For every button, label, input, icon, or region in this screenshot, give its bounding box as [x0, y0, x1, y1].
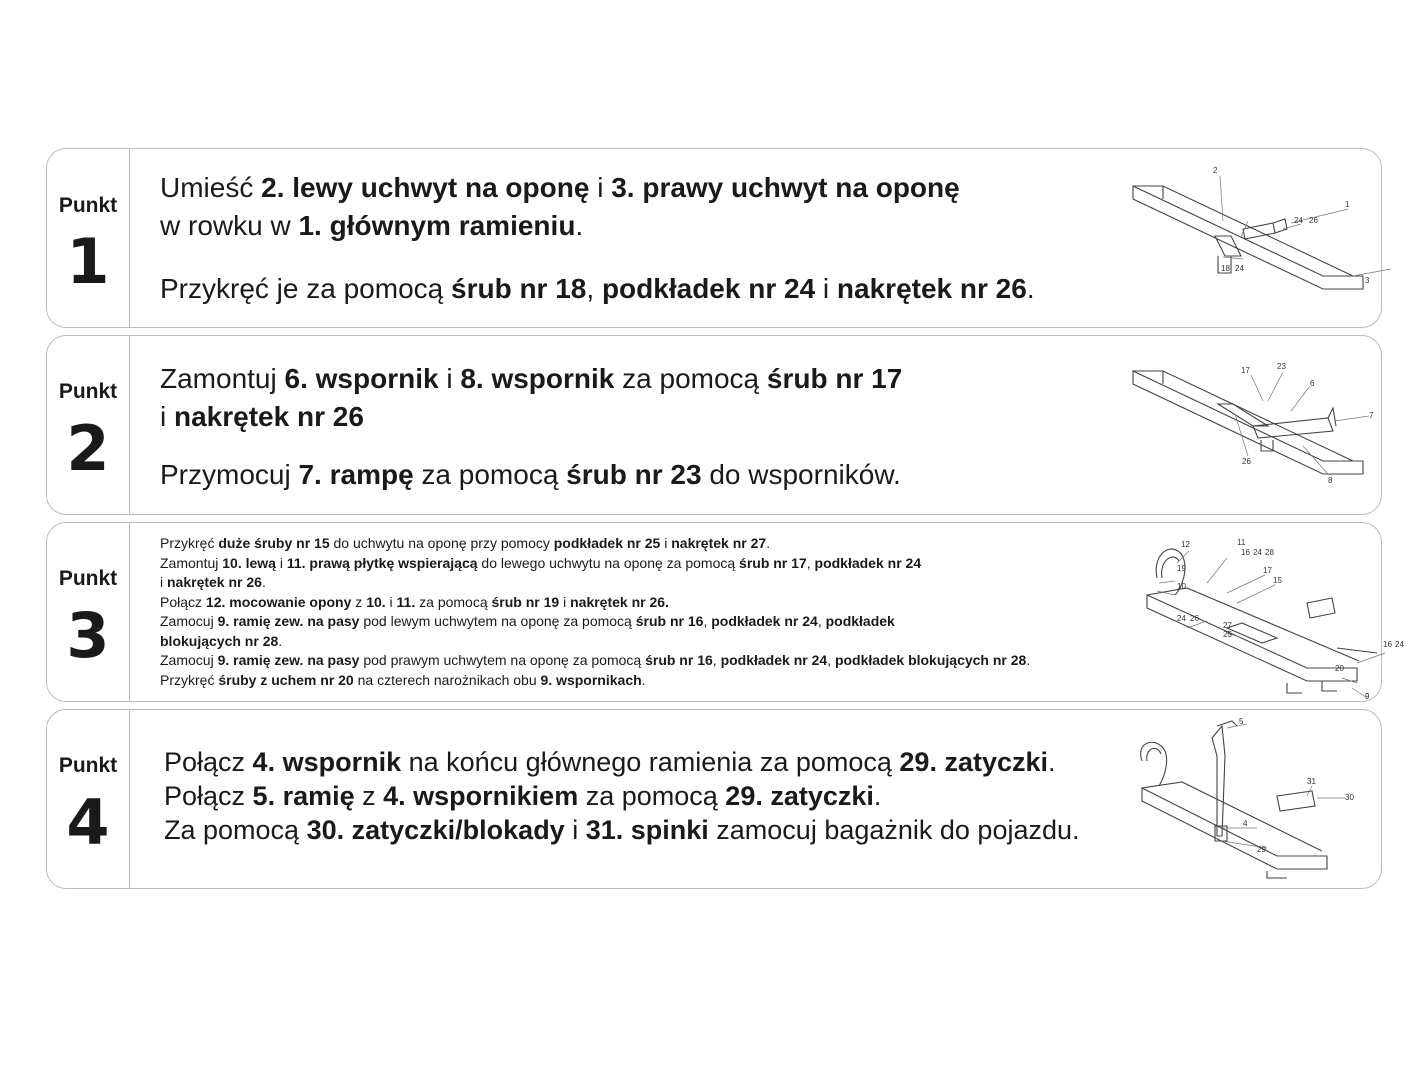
text: .: [261, 574, 266, 590]
bold-text: 11.: [396, 593, 416, 610]
bold-text: podkładek nr 24: [711, 613, 818, 629]
diagram-label: 29: [1257, 845, 1266, 854]
text: za pomocą: [614, 363, 767, 394]
text: Umieść: [160, 172, 262, 203]
diagram-label: 24: [1177, 614, 1186, 623]
bold-text: nakrętek nr 26: [174, 401, 364, 432]
bold-text: nakrętek nr 27: [671, 535, 767, 551]
step-3-line-2: [160, 554, 921, 574]
bold-text: nakrętek nr 26: [167, 574, 262, 590]
step-4-diagram: [1127, 716, 1377, 886]
diagram-label: 25: [1223, 630, 1232, 639]
text: .: [278, 632, 283, 649]
diagram-label: 26: [1309, 216, 1318, 225]
step-2-line-1: [160, 360, 902, 397]
text: zamocuj bagażnik do pojazdu.: [708, 815, 1080, 845]
diagram-label: 24: [1294, 216, 1303, 225]
text: do wsporników.: [701, 459, 901, 490]
text: Za pomocą: [164, 815, 307, 845]
diagram-label: 24: [1395, 640, 1404, 649]
diagram-label: 17: [1241, 366, 1250, 375]
bold-text: śrub nr 17: [739, 554, 807, 571]
text: i: [564, 815, 586, 845]
step-1-line-2: [160, 207, 583, 244]
text: Przykręć: [160, 671, 219, 688]
text: ,: [806, 554, 815, 571]
bold-text: 30. zatyczki/blokady: [306, 815, 565, 845]
diagram-label: 24: [1253, 548, 1262, 557]
text: i: [660, 535, 672, 551]
step-3-line-4: [160, 593, 669, 613]
diagram-label: 24: [1235, 264, 1244, 273]
text: .: [641, 671, 646, 688]
step-number: 2: [66, 412, 110, 485]
bold-text: 8. wspornik: [460, 363, 615, 394]
diagram-label: 16: [1241, 548, 1250, 557]
text: do lewego uchwytu na oponę za pomocą: [477, 554, 740, 571]
step-1-label: [47, 149, 130, 327]
step-4-line-3: [164, 813, 1080, 847]
step-2-line-2: [160, 398, 364, 435]
diagram-label: 10: [1177, 582, 1186, 591]
diagram-label: 20: [1335, 664, 1344, 673]
step-3-line-7: [160, 651, 1030, 671]
diagram-label: 9: [1365, 692, 1370, 701]
bold-text: nakrętek nr 26: [836, 273, 1027, 304]
text: w rowku w: [160, 210, 299, 241]
step-3-line-8: [160, 671, 646, 691]
text: i: [160, 401, 174, 432]
diagram-label: 11: [1237, 538, 1246, 547]
text: ,: [827, 652, 835, 668]
step-word: Punkt: [58, 567, 118, 590]
diagram-label: 12: [1181, 540, 1190, 549]
step-2-line-3: [160, 456, 901, 493]
diagram-label: 2: [1213, 166, 1218, 175]
text: Zamocuj: [160, 652, 218, 668]
bold-text: śrub nr 19: [491, 593, 560, 610]
diagram-label: 4: [1243, 819, 1248, 828]
step-3-diagram: [1127, 533, 1404, 701]
step-3-line-6: [160, 632, 282, 652]
step-3-line-3: [160, 573, 266, 593]
bold-text: podkładek nr 24: [720, 652, 828, 668]
bold-text: 7. rampę: [298, 459, 414, 490]
bold-text: 31. spinki: [585, 815, 709, 845]
step-4-label: [47, 710, 130, 888]
bold-text: 2. lewy uchwyt na oponę: [261, 172, 590, 203]
diagram-label: 23: [1277, 362, 1286, 371]
text: .: [766, 535, 771, 551]
bold-text: podkładek blokujących nr 28: [834, 652, 1027, 668]
text: Zamocuj: [160, 613, 218, 629]
bold-text: śrub nr 16: [635, 613, 704, 629]
text: Zamontuj: [160, 554, 223, 571]
step-1: [46, 148, 1382, 328]
text: za pomocą: [578, 781, 726, 811]
diagram-label: 3: [1365, 276, 1370, 285]
bold-text: 10.: [366, 593, 386, 610]
diagram-label: 27: [1223, 621, 1232, 630]
bold-text: 29. zatyczki: [899, 747, 1048, 777]
bold-text: śruby z uchem nr 20: [218, 671, 354, 688]
step-2-diagram: [1123, 356, 1373, 496]
text: .: [1026, 652, 1031, 668]
text: za pomocą: [413, 459, 567, 490]
text: Przykręć je za pomocą: [160, 273, 451, 304]
text: ,: [703, 613, 712, 629]
text: na czterech narożnikach obu: [353, 671, 541, 688]
text: z: [354, 781, 384, 811]
bold-text: 3. prawy uchwyt na oponę: [611, 172, 960, 203]
bold-text: 5. ramię: [252, 781, 355, 811]
diagram-label: 17: [1263, 566, 1272, 575]
diagram-label: 16: [1383, 640, 1392, 649]
text: ,: [586, 273, 602, 304]
bold-text: blokujących nr 28: [160, 632, 279, 649]
bold-text: podkładek nr 24: [601, 273, 816, 304]
bold-text: 29. zatyczki: [725, 781, 874, 811]
text: pod prawym uchwytem na oponę za pomocą: [359, 652, 646, 668]
step-1-diagram: [1123, 161, 1373, 311]
text: i: [815, 273, 837, 304]
text: .: [873, 781, 882, 811]
text: i: [275, 554, 287, 571]
step-number: 3: [66, 599, 110, 672]
diagram-label: 18: [1221, 264, 1230, 273]
diagram-label: 26: [1190, 614, 1199, 623]
diagram-label: 6: [1310, 379, 1315, 388]
step-3-label: [47, 523, 130, 701]
text: Przykręć: [160, 535, 219, 551]
bold-text: 1. głównym ramieniu: [298, 210, 576, 241]
step-3: [46, 522, 1404, 702]
diagram-label: 28: [1265, 548, 1274, 557]
text: .: [1048, 747, 1056, 777]
step-2-label: [47, 336, 130, 514]
text: i: [160, 574, 167, 590]
diagram-label: 15: [1273, 576, 1282, 585]
step-1-line-3: [160, 270, 1035, 307]
diagram-label: 5: [1239, 717, 1244, 726]
step-1-line-1: [160, 169, 960, 206]
bold-text: 9. ramię zew. na pasy: [217, 652, 360, 668]
bold-text: nakrętek nr 26.: [570, 593, 669, 610]
bold-text: 6. wspornik: [284, 363, 439, 394]
bold-text: śrub nr 18: [451, 273, 587, 304]
text: z: [351, 593, 367, 610]
diagram-label: 1: [1345, 200, 1350, 209]
bold-text: 9. ramię zew. na pasy: [217, 613, 360, 629]
text: Połącz: [160, 593, 206, 610]
step-4-line-2: [164, 779, 881, 813]
step-number: 1: [66, 225, 110, 298]
bold-text: 4. wspornik: [252, 747, 402, 777]
bold-text: śrub nr 23: [566, 459, 702, 490]
bold-text: 9. wspornikach: [540, 671, 642, 688]
bold-text: 12. mocowanie opony: [205, 593, 352, 610]
text: Zamontuj: [160, 363, 285, 394]
step-number: 4: [66, 786, 110, 859]
step-2: [46, 335, 1382, 515]
text: za pomocą: [415, 593, 492, 610]
diagram-label: 31: [1307, 777, 1316, 786]
text: i: [385, 593, 397, 610]
text: Połącz: [164, 781, 253, 811]
text: i: [589, 172, 612, 203]
diagram-label: 7: [1369, 411, 1374, 420]
step-word: Punkt: [58, 754, 118, 777]
bold-text: 4. wspornikiem: [383, 781, 579, 811]
bold-text: 10. lewą: [222, 554, 276, 571]
step-3-line-1: [160, 534, 770, 554]
diagram-label: 19: [1177, 564, 1186, 573]
text: do uchwytu na oponę przy pomocy: [329, 535, 554, 551]
bold-text: śrub nr 16: [645, 652, 713, 668]
text: .: [575, 210, 584, 241]
bold-text: śrub nr 17: [766, 363, 903, 394]
bold-text: podkładek: [825, 613, 895, 629]
text: na końcu głównego ramienia za pomocą: [401, 747, 900, 777]
text: pod lewym uchwytem na oponę za pomocą: [359, 613, 636, 629]
bold-text: podkładek nr 25: [553, 535, 661, 551]
step-3-line-5: [160, 612, 895, 632]
text: .: [1026, 273, 1035, 304]
text: ,: [712, 652, 721, 668]
text: i: [559, 593, 571, 610]
diagram-label: 8: [1328, 476, 1333, 485]
step-4-line-1: [164, 745, 1056, 779]
text: i: [438, 363, 461, 394]
text: Przymocuj: [160, 459, 299, 490]
text: Połącz: [164, 747, 253, 777]
bold-text: duże śruby nr 15: [218, 535, 330, 551]
bold-text: 11. prawą płytkę wspierającą: [286, 554, 478, 571]
diagram-label: 26: [1242, 457, 1251, 466]
diagram-label: 30: [1345, 793, 1354, 802]
bold-text: podkładek nr 24: [814, 554, 922, 571]
step-word: Punkt: [58, 380, 118, 403]
step-4: [46, 709, 1382, 889]
step-word: Punkt: [58, 194, 118, 217]
text: ,: [817, 613, 826, 629]
